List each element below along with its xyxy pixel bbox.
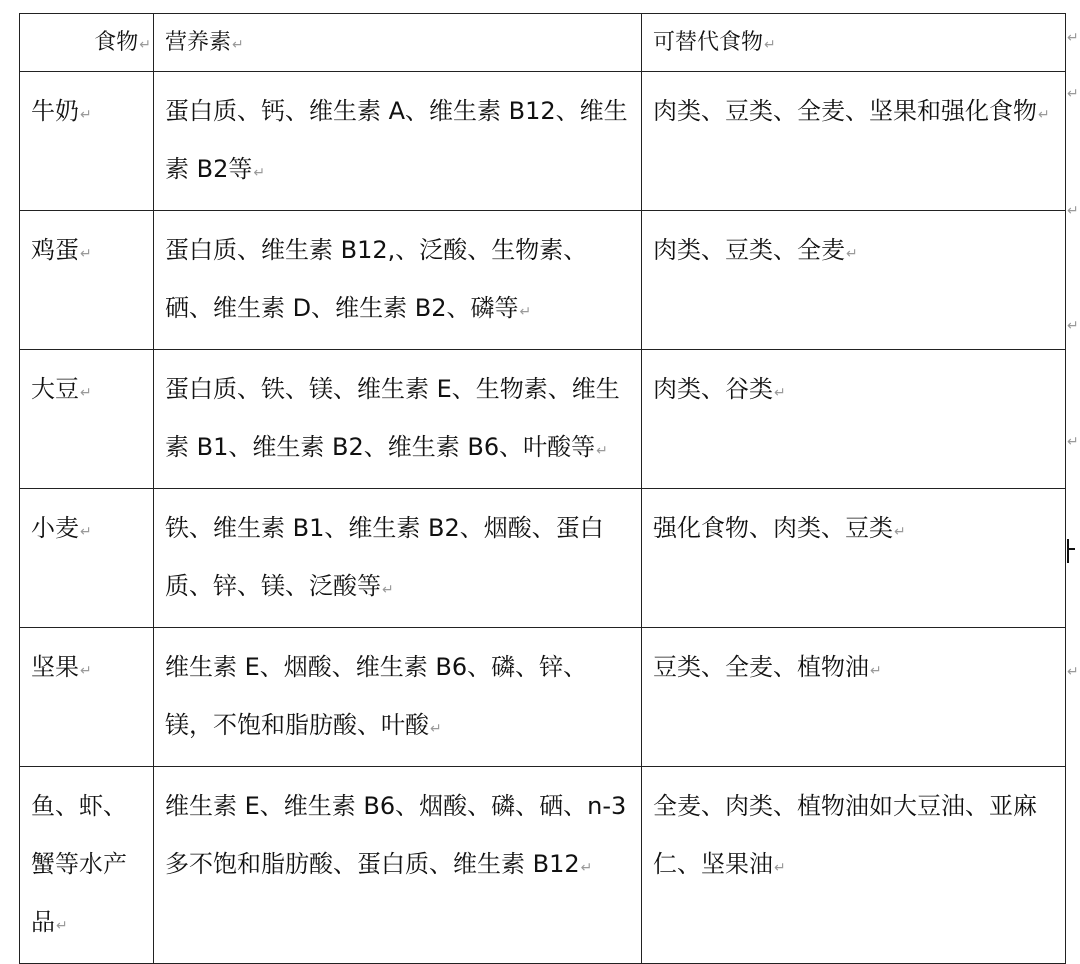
header-food: [20, 14, 154, 72]
cell-food: [20, 72, 154, 211]
cell-alternatives: [642, 489, 1066, 628]
paragraph-mark: ↵: [894, 524, 906, 540]
cell-nutrients: [154, 72, 642, 211]
paragraph-mark: ↵: [253, 165, 266, 181]
cell-alternatives: [642, 350, 1066, 489]
food-name: 鱼、虾、蟹等水产品: [31, 792, 127, 936]
paragraph-mark: ↵: [870, 663, 882, 679]
table-header-row: [20, 14, 1066, 72]
table-resize-handle-tick: [1069, 548, 1075, 550]
header-alternatives: [642, 14, 1066, 72]
row-end-mark: ↵: [1067, 203, 1079, 219]
row-end-mark: ↵: [1067, 318, 1079, 334]
alternatives-text: 全麦、肉类、植物油如大豆油、亚麻仁、坚果油: [653, 792, 1037, 878]
cell-food: [20, 767, 154, 964]
nutrients-text: 铁、维生素 B1、维生素 B2、烟酸、蛋白质、锌、镁、泛酸等: [165, 514, 604, 600]
cell-nutrients: [154, 628, 642, 767]
alternatives-text: 肉类、豆类、全麦: [653, 236, 845, 264]
table-resize-handle[interactable]: [1067, 539, 1069, 563]
paragraph-mark: ↵: [764, 37, 776, 53]
header-nutrients-label: 营养素: [165, 30, 232, 55]
cell-alternatives: [642, 628, 1066, 767]
paragraph-mark: ↵: [232, 37, 244, 53]
row-end-mark: ↵: [1067, 86, 1079, 102]
food-name: 大豆: [31, 375, 79, 403]
cell-food: [20, 628, 154, 767]
header-nutrients: [154, 14, 642, 72]
paragraph-mark: ↵: [80, 107, 92, 123]
cell-nutrients: [154, 350, 642, 489]
nutrients-text: 蛋白质、钙、维生素 A、维生素 B12、维生素 B2等: [165, 97, 628, 183]
paragraph-mark: ↵: [774, 385, 786, 401]
cell-nutrients: [154, 489, 642, 628]
paragraph-mark: ↵: [580, 860, 593, 876]
paragraph-mark: ↵: [80, 246, 92, 262]
row-end-mark: ↵: [1067, 664, 1079, 680]
paragraph-mark: ↵: [430, 721, 442, 737]
cell-food: [20, 350, 154, 489]
cell-alternatives: [642, 72, 1066, 211]
paragraph-mark: ↵: [774, 860, 786, 876]
alternatives-text: 强化食物、肉类、豆类: [653, 514, 893, 542]
paragraph-mark: ↵: [382, 582, 394, 598]
table-row: [20, 211, 1066, 350]
cell-nutrients: [154, 211, 642, 350]
nutrients-text: 蛋白质、铁、镁、维生素 E、生物素、维生素 B1、维生素 B2、维生素 B6、叶酸等: [165, 375, 620, 461]
paragraph-mark: ↵: [80, 385, 92, 401]
food-name: 牛奶: [31, 97, 79, 125]
paragraph-mark: ↵: [846, 246, 858, 262]
paragraph-mark: ↵: [56, 918, 68, 934]
paragraph-mark: ↵: [80, 524, 92, 540]
alternatives-text: 肉类、谷类: [653, 375, 773, 403]
paragraph-mark: ↵: [596, 443, 608, 459]
paragraph-mark: ↵: [1038, 107, 1050, 123]
alternatives-text: 肉类、豆类、全麦、坚果和强化食物: [653, 97, 1037, 125]
food-name: 鸡蛋: [31, 236, 79, 264]
nutrients-text: 蛋白质、维生素 B12,、泛酸、生物素、硒、维生素 D、维生素 B2、磷等: [165, 236, 588, 322]
paragraph-mark: ↵: [139, 37, 151, 53]
header-food-label: 食物: [94, 30, 139, 55]
table-row: [20, 767, 1066, 964]
table-row: [20, 489, 1066, 628]
cell-alternatives: [642, 767, 1066, 964]
cell-alternatives: [642, 211, 1066, 350]
cell-nutrients: [154, 767, 642, 964]
cell-food: [20, 489, 154, 628]
paragraph-mark: ↵: [80, 663, 92, 679]
table-row: [20, 72, 1066, 211]
table-row: [20, 350, 1066, 489]
cell-food: [20, 211, 154, 350]
header-alternatives-label: 可替代食物: [653, 30, 764, 55]
nutrition-table: [19, 13, 1066, 964]
nutrients-text: 维生素 E、维生素 B6、烟酸、磷、硒、n-3 多不饱和脂肪酸、蛋白质、维生素 B12: [165, 792, 627, 878]
food-name: 坚果: [31, 653, 79, 681]
alternatives-text: 豆类、全麦、植物油: [653, 653, 869, 681]
food-name: 小麦: [31, 514, 79, 542]
table-row: [20, 628, 1066, 767]
row-end-mark: ↵: [1067, 434, 1079, 450]
row-end-mark: ↵: [1067, 30, 1079, 46]
nutrients-text: 维生素 E、烟酸、维生素 B6、磷、锌、镁，不饱和脂肪酸、叶酸: [165, 653, 588, 739]
paragraph-mark: ↵: [519, 304, 532, 320]
